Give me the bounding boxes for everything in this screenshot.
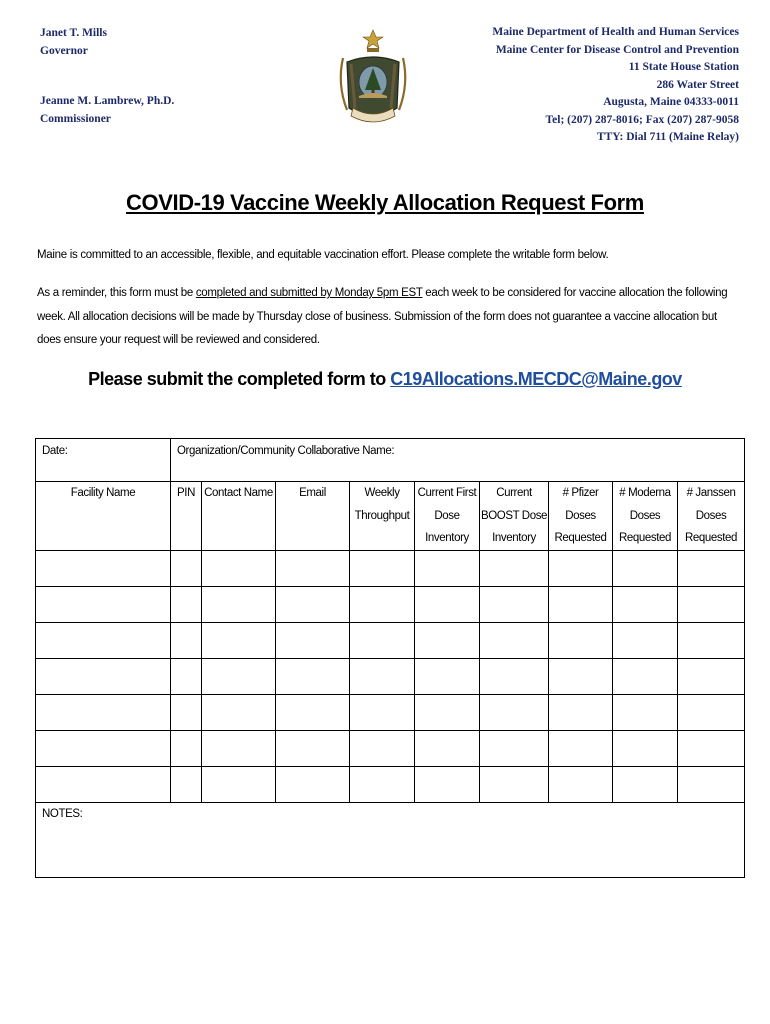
email-cell[interactable] [276,587,350,623]
table-row [36,731,745,767]
janssen-doses-requested-cell[interactable] [678,695,745,731]
current-boost-dose-inventory-cell[interactable] [480,731,549,767]
column-header-line: Inventory [492,532,536,544]
contact-name-cell[interactable] [202,767,276,803]
tty: TTY: Dial 711 (Maine Relay) [596,131,739,143]
column-header-line: Current First [417,487,477,499]
moderna-doses-requested-cell[interactable] [613,659,678,695]
column-header-pfizer-doses-requested [549,482,613,551]
table-row [36,551,745,587]
governor-title: Governor [40,45,88,57]
column-header-current-boost-dose-inventory [480,482,549,551]
facility-name-cell[interactable] [36,551,171,587]
reminder-deadline: completed and submitted by Monday 5pm EST [195,287,423,299]
submit-instruction [0,369,770,390]
dept-name: Maine Department of Health and Human Services [492,26,739,38]
moderna-doses-requested-cell[interactable] [613,767,678,803]
contact-name-cell[interactable] [202,551,276,587]
janssen-doses-requested-cell[interactable] [678,659,745,695]
column-header-contact-name [202,482,276,551]
column-header-line: Requested [618,532,672,544]
column-header-current-first-dose-inventory [415,482,480,551]
notes-label: NOTES: [42,808,83,820]
current-boost-dose-inventory-cell[interactable] [480,767,549,803]
governor-name: Janet T. Mills [40,27,107,39]
submit-text: Please submit the completed form to [88,369,391,389]
weekly-throughput-cell[interactable] [350,659,415,695]
allocation-form-table [35,438,745,878]
column-header-line: BOOST Dose [480,509,548,522]
column-header-line: Doses [629,509,661,522]
pfizer-doses-requested-cell[interactable] [549,731,613,767]
weekly-throughput-cell[interactable] [350,695,415,731]
email-cell[interactable] [276,659,350,695]
commissioner-name: Jeanne M. Lambrew, Ph.D. [40,95,175,107]
column-header-line: # Moderna [619,487,671,499]
weekly-throughput-cell[interactable] [350,731,415,767]
current-boost-dose-inventory-cell[interactable] [480,695,549,731]
table-row [36,659,745,695]
email-cell[interactable] [276,551,350,587]
email-cell[interactable] [276,731,350,767]
pfizer-doses-requested-cell[interactable] [549,587,613,623]
cdc-name: Maine Center for Disease Control and Prevention [495,43,739,56]
facility-name-cell[interactable] [36,659,171,695]
column-header-line: Dose [434,509,460,522]
column-header-weekly-throughput [350,482,415,551]
pin-cell[interactable] [171,767,202,803]
pin-cell[interactable] [171,587,202,623]
maine-state-seal-icon [333,24,413,134]
pfizer-doses-requested-cell[interactable] [549,695,613,731]
column-header-moderna-doses-requested [613,482,678,551]
current-boost-dose-inventory-cell[interactable] [480,587,549,623]
column-header-email [276,482,350,551]
intro-text: Maine is committed to an accessible, flexible, and equitable vaccination effort. Please complete the writable form below. [37,249,609,261]
weekly-throughput-cell[interactable] [350,623,415,659]
pin-cell[interactable] [171,695,202,731]
phone-fax: Tel; (207) 287-8016; Fax (207) 287-9058 [545,113,739,126]
current-first-dose-inventory-cell[interactable] [415,623,480,659]
current-first-dose-inventory-cell[interactable] [415,731,480,767]
pfizer-doses-requested-cell[interactable] [549,623,613,659]
reminder-before: As a reminder, this form must be [37,287,196,299]
column-header-line: # Pfizer [562,487,599,499]
janssen-doses-requested-cell[interactable] [678,623,745,659]
moderna-doses-requested-cell[interactable] [613,551,678,587]
current-first-dose-inventory-cell[interactable] [415,551,480,587]
current-first-dose-inventory-cell[interactable] [415,659,480,695]
contact-name-cell[interactable] [202,695,276,731]
contact-name-cell[interactable] [202,587,276,623]
weekly-throughput-cell[interactable] [350,551,415,587]
column-header-line: # Janssen [686,487,736,499]
column-header-facility-name [36,482,171,551]
pfizer-doses-requested-cell[interactable] [549,767,613,803]
column-header-line: Current [496,487,532,499]
page-title: COVID-19 Vaccine Weekly Allocation Request Form [126,190,644,215]
reminder-after: each week to be considered for vaccine allocation the following week. All allocation decisions will be made by Thursday close of business. Submission of the form does not guarantee a vaccine allocation but does ensure your request will be reviewed and considered. [37,287,728,346]
table-row [36,623,745,659]
column-header-line: Doses [565,509,596,522]
email-cell[interactable] [276,623,350,659]
organization-field[interactable] [171,439,745,482]
notes-field[interactable] [36,803,745,878]
address-line-1: 11 State House Station [628,61,739,73]
pin-cell[interactable] [171,623,202,659]
column-header-line: Requested [554,532,607,544]
moderna-doses-requested-cell[interactable] [613,695,678,731]
weekly-throughput-cell[interactable] [350,587,415,623]
current-first-dose-inventory-cell[interactable] [415,587,480,623]
address-line-3: Augusta, Maine 04333-0011 [603,96,739,108]
janssen-doses-requested-cell[interactable] [678,587,745,623]
facility-name-cell[interactable] [36,587,171,623]
column-header-line: Doses [695,509,727,522]
weekly-throughput-cell[interactable] [350,767,415,803]
column-header-line: Throughput [354,509,410,522]
pin-cell[interactable] [171,731,202,767]
facility-name-cell[interactable] [36,695,171,731]
current-boost-dose-inventory-cell[interactable] [480,623,549,659]
column-header-janssen-doses-requested [678,482,745,551]
janssen-doses-requested-cell[interactable] [678,731,745,767]
contact-name-cell[interactable] [202,623,276,659]
facility-name-cell[interactable] [36,731,171,767]
table-row [36,767,745,803]
pin-cell[interactable] [171,659,202,695]
contact-name-cell[interactable] [202,731,276,767]
column-header-line: Weekly [364,487,400,499]
janssen-doses-requested-cell[interactable] [678,551,745,587]
column-header-line: PIN [177,487,195,499]
email-cell[interactable] [276,695,350,731]
current-first-dose-inventory-cell[interactable] [415,767,480,803]
moderna-doses-requested-cell[interactable] [613,731,678,767]
commissioner-title: Commissioner [40,113,111,125]
moderna-doses-requested-cell[interactable] [613,587,678,623]
date-label: Date: [42,445,68,457]
column-header-line: Inventory [425,532,469,544]
pin-cell[interactable] [171,551,202,587]
column-header-line: Facility Name [70,487,136,499]
column-header-line: Contact Name [204,487,273,499]
address-line-2: 286 Water Street [656,78,739,91]
submit-email-link[interactable]: C19Allocations.MECDC@Maine.gov [390,369,682,389]
janssen-doses-requested-cell[interactable] [678,767,745,803]
table-row [36,695,745,731]
column-header-pin [171,482,202,551]
date-field[interactable] [36,439,171,482]
header-left [40,24,174,128]
contact-name-cell[interactable] [202,659,276,695]
facility-name-cell[interactable] [36,623,171,659]
table-row [36,587,745,623]
column-header-line: Email [299,487,326,499]
current-first-dose-inventory-cell[interactable] [415,695,480,731]
column-header-line: Requested [685,532,738,544]
organization-label: Organization/Community Collaborative Name: [177,445,395,457]
pfizer-doses-requested-cell[interactable] [549,659,613,695]
facility-name-cell[interactable] [36,767,171,803]
email-cell[interactable] [276,767,350,803]
moderna-doses-requested-cell[interactable] [613,623,678,659]
reminder-text [37,282,737,353]
header-right [492,24,739,147]
current-boost-dose-inventory-cell[interactable] [480,551,549,587]
current-boost-dose-inventory-cell[interactable] [480,659,549,695]
pfizer-doses-requested-cell[interactable] [549,551,613,587]
